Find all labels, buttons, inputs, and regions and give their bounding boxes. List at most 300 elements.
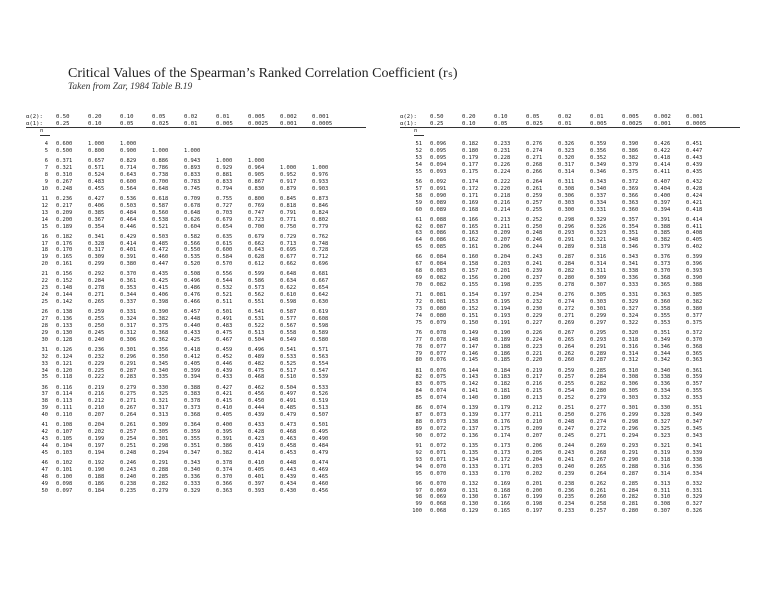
sample-size-cell: 86 — [415, 405, 422, 412]
sample-size-cell: 58 — [415, 192, 422, 199]
table-row — [400, 501, 730, 508]
critical-value-cell: 0.072 — [430, 432, 447, 439]
critical-value-cell: 0.146 — [462, 350, 479, 357]
critical-value-cell: 0.195 — [494, 298, 511, 305]
critical-value-cell: 0.260 — [558, 357, 575, 364]
critical-value-cell: 0.287 — [622, 470, 639, 477]
critical-value-cell: 0.200 — [56, 216, 73, 223]
table-body — [400, 141, 730, 515]
critical-value-cell: 0.248 — [56, 185, 73, 192]
critical-value-cell: 0.188 — [88, 473, 105, 480]
critical-value-cell: 0.491 — [216, 315, 233, 322]
sample-size-cell: 12 — [41, 202, 48, 209]
critical-value-cell: 0.267 — [590, 456, 607, 463]
critical-value-cell: 0.383 — [184, 391, 201, 398]
table-row — [26, 412, 356, 419]
alpha1-header-row — [26, 121, 356, 128]
critical-value-cell: 0.326 — [686, 508, 703, 515]
critical-value-cell: 0.316 — [654, 463, 671, 470]
critical-value-cell: 0.347 — [184, 449, 201, 456]
sample-size-cell: 97 — [415, 487, 422, 494]
critical-value-cell: 0.468 — [280, 429, 297, 436]
critical-value-cell: 0.191 — [494, 319, 511, 326]
critical-value-cell: 0.071 — [430, 449, 447, 456]
critical-value-cell: 0.133 — [462, 470, 479, 477]
critical-value-cell: 0.475 — [216, 329, 233, 336]
sample-size-cell: 39 — [41, 405, 48, 412]
critical-value-cell: 0.261 — [590, 487, 607, 494]
table-row — [26, 179, 356, 186]
critical-value-cell: 0.287 — [590, 357, 607, 364]
critical-value-cell: 0.298 — [152, 442, 169, 449]
table-row — [400, 155, 730, 162]
critical-value-cell: 0.385 — [88, 209, 105, 216]
critical-value-cell: 0.439 — [248, 412, 265, 419]
critical-value-cell: 1.000 — [152, 148, 169, 155]
critical-value-cell: 0.483 — [216, 322, 233, 329]
critical-value-cell: 0.166 — [462, 216, 479, 223]
table-row — [26, 261, 356, 268]
critical-value-cell: 0.240 — [120, 473, 137, 480]
sample-size-cell: 13 — [41, 209, 48, 216]
critical-value-cell: 0.391 — [216, 436, 233, 443]
critical-value-cell: 0.238 — [120, 480, 137, 487]
critical-value-cell: 0.316 — [622, 343, 639, 350]
critical-value-cell: 0.306 — [558, 192, 575, 199]
critical-value-cell: 0.173 — [494, 449, 511, 456]
critical-value-cell: 0.297 — [590, 319, 607, 326]
critical-value-cell: 0.198 — [526, 501, 543, 508]
critical-value-cell: 0.354 — [622, 223, 639, 230]
table-row — [400, 374, 730, 381]
critical-value-cell: 0.300 — [558, 206, 575, 213]
sample-size-cell: 90 — [415, 432, 422, 439]
critical-value-cell: 0.325 — [152, 391, 169, 398]
critical-value-cell: 0.157 — [462, 268, 479, 275]
critical-value-cell: 0.144 — [462, 367, 479, 374]
critical-value-cell: 0.081 — [430, 298, 447, 305]
critical-value-cell: 0.233 — [558, 508, 575, 515]
sample-size-cell: 98 — [415, 494, 422, 501]
critical-value-cell: 0.104 — [56, 442, 73, 449]
critical-value-cell: 0.566 — [184, 240, 201, 247]
critical-value-cell: 0.368 — [152, 329, 169, 336]
critical-value-cell: 0.388 — [654, 223, 671, 230]
critical-value-cell: 0.750 — [280, 223, 297, 230]
critical-value-cell: 0.211 — [526, 412, 543, 419]
critical-value-cell: 0.535 — [184, 254, 201, 261]
table-row — [26, 165, 356, 172]
alpha1-label: α(1): — [400, 120, 417, 127]
critical-value-cell: 0.401 — [120, 247, 137, 254]
critical-value-cell: 0.277 — [590, 405, 607, 412]
sample-size-cell: 50 — [41, 487, 48, 494]
critical-value-cell: 0.372 — [622, 178, 639, 185]
alpha2-header: 0.05 — [152, 114, 166, 120]
critical-value-cell: 0.365 — [686, 350, 703, 357]
critical-value-cell: 0.496 — [248, 346, 265, 353]
critical-value-cell: 0.280 — [590, 388, 607, 395]
critical-value-cell: 0.662 — [248, 240, 265, 247]
critical-value-cell: 0.251 — [558, 405, 575, 412]
critical-value-cell: 0.547 — [312, 367, 329, 374]
critical-value-cell: 0.450 — [248, 398, 265, 405]
critical-value-cell: 0.279 — [152, 487, 169, 494]
critical-value-cell: 0.539 — [312, 374, 329, 381]
critical-value-cell: 0.317 — [88, 247, 105, 254]
critical-value-cell: 0.320 — [558, 155, 575, 161]
critical-value-cell: 0.184 — [88, 487, 105, 494]
alpha2-header: 0.10 — [120, 114, 134, 120]
critical-values-table-left — [26, 114, 356, 498]
critical-value-cell: 0.186 — [88, 480, 105, 487]
critical-value-cell: 0.241 — [526, 261, 543, 268]
table-row — [400, 412, 730, 419]
table-row — [400, 200, 730, 207]
critical-value-cell: 0.158 — [462, 261, 479, 268]
critical-value-cell: 0.271 — [526, 155, 543, 161]
critical-value-cell: 0.070 — [430, 480, 447, 487]
critical-value-cell: 0.479 — [312, 449, 329, 456]
table-row — [26, 391, 356, 398]
table-row — [26, 450, 356, 457]
table-row — [26, 330, 356, 337]
critical-value-cell: 0.377 — [686, 312, 703, 319]
critical-value-cell: 0.260 — [590, 494, 607, 501]
critical-value-cell: 0.239 — [558, 470, 575, 477]
critical-value-cell: 0.310 — [56, 172, 73, 178]
critical-value-cell: 0.192 — [88, 459, 105, 466]
table-row — [26, 299, 356, 306]
critical-value-cell: 0.317 — [558, 161, 575, 168]
table-row — [26, 217, 356, 224]
critical-value-cell: 0.267 — [120, 405, 137, 412]
critical-value-cell: 0.589 — [312, 329, 329, 336]
critical-value-cell: 0.105 — [56, 436, 73, 443]
critical-value-cell: 0.536 — [120, 195, 137, 202]
critical-value-cell: 0.288 — [622, 463, 639, 470]
critical-value-cell: 0.327 — [622, 305, 639, 312]
critical-value-cell: 0.175 — [494, 425, 511, 432]
critical-value-cell: 0.390 — [622, 141, 639, 148]
critical-value-cell: 0.285 — [590, 367, 607, 374]
critical-value-cell: 0.405 — [184, 360, 201, 367]
critical-value-cell: 0.320 — [622, 329, 639, 336]
critical-value-cell: 0.255 — [88, 315, 105, 322]
table-row — [400, 351, 730, 358]
critical-value-cell: 0.332 — [654, 395, 671, 402]
critical-value-cell: 0.619 — [312, 309, 329, 316]
critical-value-cell: 0.657 — [88, 158, 105, 165]
table-row — [400, 224, 730, 231]
table-row — [400, 426, 730, 433]
critical-value-cell: 0.113 — [56, 398, 73, 405]
critical-value-cell: 0.435 — [686, 168, 703, 175]
critical-value-cell: 0.143 — [462, 374, 479, 381]
critical-value-cell: 0.322 — [622, 319, 639, 326]
critical-value-cell: 0.439 — [686, 161, 703, 168]
table-row — [400, 450, 730, 457]
critical-value-cell: 0.199 — [526, 494, 543, 501]
table-row — [400, 395, 730, 402]
critical-value-cell: 0.779 — [312, 223, 329, 230]
critical-value-cell: 0.439 — [280, 473, 297, 480]
critical-value-cell: 0.390 — [152, 309, 169, 316]
critical-value-cell: 0.324 — [120, 315, 137, 322]
critical-value-cell: 0.329 — [686, 494, 703, 501]
table-row — [26, 186, 356, 193]
critical-value-cell: 0.554 — [312, 360, 329, 367]
critical-value-cell: 0.162 — [462, 237, 479, 244]
table-row — [26, 467, 356, 474]
alpha2-header: 0.001 — [686, 114, 703, 120]
critical-value-cell: 0.353 — [654, 319, 671, 326]
critical-value-cell: 0.351 — [184, 442, 201, 449]
critical-value-cell: 0.400 — [216, 422, 233, 429]
critical-value-cell: 0.206 — [526, 442, 543, 449]
critical-value-cell: 0.510 — [280, 374, 297, 381]
critical-value-cell: 0.248 — [526, 230, 543, 237]
critical-value-cell: 0.573 — [248, 285, 265, 292]
critical-value-cell: 0.303 — [590, 298, 607, 305]
n-column-label: n — [40, 128, 44, 135]
table-row — [26, 203, 356, 210]
sample-size-cell: 76 — [415, 329, 422, 336]
critical-value-cell: 0.952 — [280, 172, 297, 178]
critical-value-cell: 0.150 — [462, 319, 479, 326]
table-row — [400, 268, 730, 275]
critical-value-cell: 0.257 — [590, 508, 607, 515]
critical-value-cell: 0.311 — [558, 178, 575, 185]
alpha1-header: 0.05 — [120, 120, 134, 127]
critical-value-cell: 0.587 — [152, 202, 169, 209]
critical-value-cell: 0.447 — [686, 148, 703, 155]
critical-value-cell: 0.329 — [622, 298, 639, 305]
critical-value-cell: 0.372 — [686, 329, 703, 336]
critical-value-cell: 0.521 — [152, 223, 169, 230]
alpha2-header: 0.20 — [462, 114, 476, 120]
critical-value-cell: 0.259 — [526, 192, 543, 199]
critical-value-cell: 0.165 — [494, 508, 511, 515]
critical-value-cell: 0.199 — [88, 436, 105, 443]
table-row — [400, 443, 730, 450]
critical-value-cell: 0.327 — [686, 501, 703, 508]
critical-value-cell: 0.456 — [248, 391, 265, 398]
critical-value-cell: 0.451 — [686, 141, 703, 148]
critical-value-cell: 0.309 — [88, 254, 105, 261]
table-row — [26, 374, 356, 381]
critical-value-cell: 0.243 — [120, 466, 137, 473]
critical-value-cell: 0.267 — [558, 329, 575, 336]
critical-value-cell: 0.769 — [248, 202, 265, 209]
table-row — [400, 508, 730, 515]
sample-size-cell: 33 — [41, 360, 48, 367]
critical-value-cell: 0.560 — [152, 209, 169, 216]
alpha1-header: 0.001 — [654, 120, 671, 127]
critical-value-cell: 0.582 — [184, 233, 201, 240]
sample-size-cell: 36 — [41, 384, 48, 391]
critical-value-cell: 0.544 — [216, 278, 233, 285]
alpha1-header: 0.0005 — [312, 120, 333, 127]
table-row — [26, 354, 356, 361]
critical-value-cell: 0.333 — [622, 281, 639, 288]
critical-value-cell: 0.367 — [88, 216, 105, 223]
critical-value-cell: 0.375 — [622, 168, 639, 175]
critical-value-cell: 1.000 — [280, 165, 297, 172]
critical-value-cell: 0.464 — [120, 216, 137, 223]
sample-size-cell: 56 — [415, 178, 422, 185]
critical-value-cell: 0.314 — [590, 261, 607, 268]
row-group — [26, 158, 356, 193]
critical-value-cell: 0.393 — [686, 268, 703, 275]
row-group — [400, 405, 730, 440]
critical-value-cell: 0.791 — [280, 209, 297, 216]
critical-value-cell: 0.257 — [526, 199, 543, 206]
critical-value-cell: 0.550 — [184, 247, 201, 254]
critical-value-cell: 0.448 — [280, 459, 297, 466]
critical-value-cell: 0.129 — [462, 508, 479, 515]
critical-value-cell: 0.432 — [686, 178, 703, 185]
critical-value-cell: 0.526 — [312, 391, 329, 398]
critical-value-cell: 0.265 — [558, 336, 575, 343]
critical-value-cell: 0.092 — [430, 178, 447, 185]
critical-value-cell: 0.086 — [430, 230, 447, 237]
critical-value-cell: 0.093 — [430, 168, 447, 175]
critical-value-cell: 0.124 — [56, 353, 73, 360]
critical-value-cell: 0.077 — [430, 350, 447, 357]
critical-value-cell: 0.080 — [430, 305, 447, 312]
critical-value-cell: 0.642 — [312, 292, 329, 299]
critical-value-cell: 0.179 — [462, 155, 479, 161]
critical-value-cell: 0.085 — [430, 244, 447, 251]
critical-values-table-right — [400, 114, 730, 518]
sample-size-cell: 93 — [415, 456, 422, 463]
critical-value-cell: 0.194 — [494, 305, 511, 312]
critical-value-cell: 0.933 — [312, 178, 329, 185]
critical-value-cell: 0.369 — [622, 185, 639, 192]
critical-value-cell: 0.183 — [494, 374, 511, 381]
sample-size-cell: 92 — [415, 449, 422, 456]
critical-value-cell: 0.264 — [526, 178, 543, 185]
sample-size-cell: 55 — [415, 168, 422, 175]
critical-value-cell: 0.171 — [494, 463, 511, 470]
critical-value-cell: 0.189 — [56, 223, 73, 230]
critical-value-cell: 0.072 — [430, 442, 447, 449]
critical-value-cell: 0.079 — [430, 319, 447, 326]
critical-value-cell: 0.337 — [120, 298, 137, 305]
critical-value-cell: 0.352 — [590, 155, 607, 161]
alpha1-header: 0.0025 — [248, 120, 269, 127]
critical-value-cell: 0.696 — [312, 261, 329, 268]
critical-value-cell: 0.291 — [590, 343, 607, 350]
critical-value-cell: 0.245 — [88, 329, 105, 336]
critical-value-cell: 0.414 — [120, 240, 137, 247]
critical-value-cell: 0.139 — [462, 412, 479, 419]
critical-value-cell: 0.476 — [184, 292, 201, 299]
critical-value-cell: 0.407 — [654, 178, 671, 185]
sample-size-cell: 27 — [41, 315, 48, 322]
critical-value-cell: 0.268 — [590, 449, 607, 456]
critical-value-cell: 0.345 — [152, 360, 169, 367]
table-row — [400, 282, 730, 289]
critical-value-cell: 0.248 — [558, 419, 575, 426]
critical-value-cell: 0.755 — [216, 195, 233, 202]
sample-size-cell: 29 — [41, 329, 48, 336]
critical-value-cell: 0.391 — [120, 254, 137, 261]
critical-value-cell: 0.513 — [248, 329, 265, 336]
critical-value-cell: 0.133 — [462, 463, 479, 470]
critical-value-cell: 0.215 — [526, 388, 543, 395]
critical-value-cell: 0.331 — [120, 309, 137, 316]
table-row — [26, 278, 356, 285]
table-row — [400, 357, 730, 364]
critical-value-cell: 0.329 — [590, 216, 607, 223]
alpha2-header: 0.005 — [622, 114, 639, 120]
critical-value-cell: 0.346 — [654, 343, 671, 350]
critical-value-cell: 0.679 — [248, 233, 265, 240]
row-group — [400, 368, 730, 403]
critical-value-cell: 0.250 — [88, 322, 105, 329]
critical-value-cell: 0.745 — [184, 185, 201, 192]
table-row — [26, 398, 356, 405]
critical-value-cell: 0.272 — [590, 425, 607, 432]
critical-value-cell: 0.444 — [248, 405, 265, 412]
critical-value-cell: 0.308 — [654, 501, 671, 508]
critical-value-cell: 0.700 — [248, 223, 265, 230]
critical-value-cell: 0.412 — [184, 353, 201, 360]
sample-size-cell: 45 — [41, 449, 48, 456]
critical-value-cell: 0.140 — [462, 395, 479, 402]
table-row — [26, 422, 356, 429]
table-row — [400, 193, 730, 200]
critical-value-cell: 0.648 — [184, 209, 201, 216]
critical-value-cell: 0.210 — [88, 405, 105, 412]
critical-value-cell: 0.271 — [120, 398, 137, 405]
critical-value-cell: 0.185 — [494, 357, 511, 364]
critical-value-cell: 0.424 — [686, 192, 703, 199]
critical-value-cell: 0.201 — [526, 480, 543, 487]
critical-value-cell: 0.137 — [462, 425, 479, 432]
critical-value-cell: 0.307 — [590, 281, 607, 288]
critical-value-cell: 0.255 — [526, 206, 543, 213]
critical-value-cell: 0.234 — [558, 501, 575, 508]
sample-size-cell: 11 — [41, 195, 48, 202]
critical-value-cell: 0.491 — [280, 398, 297, 405]
table-row — [26, 271, 356, 278]
critical-value-cell: 0.415 — [152, 285, 169, 292]
critical-value-cell: 0.400 — [654, 192, 671, 199]
critical-value-cell: 0.456 — [312, 487, 329, 494]
critical-value-cell: 0.084 — [430, 261, 447, 268]
sample-size-cell: 10 — [41, 185, 48, 192]
table-row — [26, 481, 356, 488]
critical-value-cell: 0.280 — [558, 275, 575, 282]
critical-value-cell: 0.522 — [248, 322, 265, 329]
table-row — [400, 488, 730, 495]
critical-value-cell: 0.484 — [120, 209, 137, 216]
critical-value-cell: 0.287 — [558, 254, 575, 261]
critical-value-cell: 0.163 — [462, 230, 479, 237]
critical-value-cell: 0.390 — [686, 275, 703, 282]
critical-value-cell: 0.221 — [526, 350, 543, 357]
alpha1-header-row — [400, 121, 730, 128]
critical-value-cell: 0.479 — [280, 412, 297, 419]
critical-value-cell: 0.245 — [558, 432, 575, 439]
critical-value-cell: 0.262 — [590, 480, 607, 487]
critical-value-cell: 0.071 — [430, 456, 447, 463]
critical-value-cell: 0.110 — [56, 412, 73, 419]
critical-value-cell: 0.648 — [280, 271, 297, 278]
